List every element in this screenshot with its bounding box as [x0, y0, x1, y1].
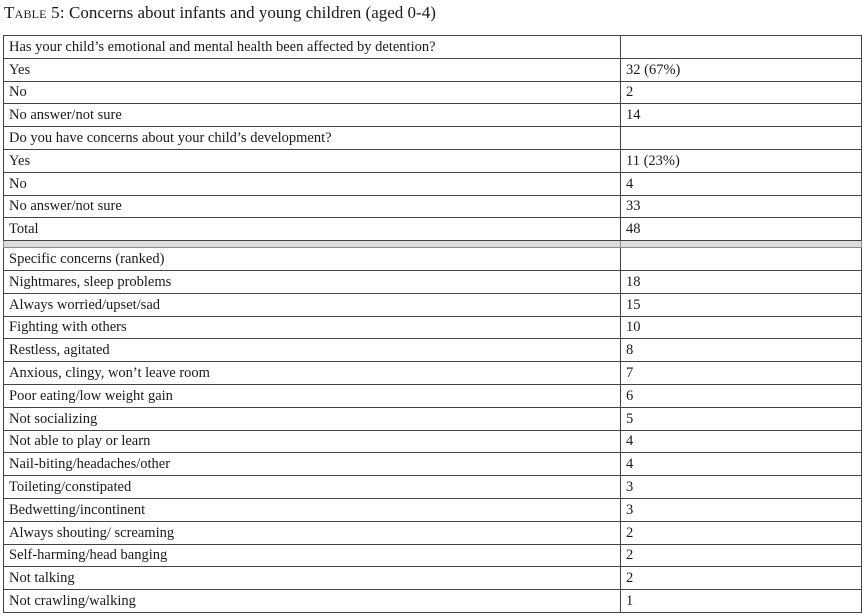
- table-row: [4, 195, 862, 218]
- row-label: No: [4, 81, 621, 104]
- table-row: [4, 430, 862, 453]
- concern-count: 15: [621, 293, 862, 316]
- empty-cell: [621, 36, 862, 59]
- concern-label: Not able to play or learn: [4, 430, 621, 453]
- concern-count: 8: [621, 339, 862, 362]
- table-row: [4, 58, 862, 81]
- table-row: [4, 407, 862, 430]
- concern-label: Self-harming/head banging: [4, 544, 621, 567]
- table-row: [4, 453, 862, 476]
- section-header-row: [4, 248, 862, 271]
- row-value: 4: [621, 172, 862, 195]
- row-label: Yes: [4, 149, 621, 172]
- table-row: [4, 544, 862, 567]
- total-label: Total: [4, 218, 621, 241]
- concern-label: Nightmares, sleep problems: [4, 270, 621, 293]
- concern-count: 2: [621, 521, 862, 544]
- concern-count: 10: [621, 316, 862, 339]
- table-row: [4, 316, 862, 339]
- concern-label: Always shouting/ screaming: [4, 521, 621, 544]
- empty-cell: [621, 248, 862, 271]
- concern-count: 6: [621, 384, 862, 407]
- concern-label: Restless, agitated: [4, 339, 621, 362]
- row-value: 14: [621, 104, 862, 127]
- row-value: 11 (23%): [621, 149, 862, 172]
- concern-label: Poor eating/low weight gain: [4, 384, 621, 407]
- table-row: [4, 590, 862, 613]
- table-row: [4, 476, 862, 499]
- concern-count: 5: [621, 407, 862, 430]
- specific-concerns-heading: Specific concerns (ranked): [4, 248, 621, 271]
- table-row: [4, 339, 862, 362]
- table-row: [4, 270, 862, 293]
- total-value: 48: [621, 218, 862, 241]
- table-row: [4, 498, 862, 521]
- question-development: Do you have concerns about your child’s development?: [4, 127, 621, 150]
- concern-label: Not crawling/walking: [4, 590, 621, 613]
- concern-count: 2: [621, 544, 862, 567]
- table-number: Table 5:: [4, 3, 65, 22]
- empty-cell: [621, 127, 862, 150]
- concern-label: Fighting with others: [4, 316, 621, 339]
- row-label: No answer/not sure: [4, 195, 621, 218]
- table-row: [4, 384, 862, 407]
- row-value: 33: [621, 195, 862, 218]
- separator-cell: [4, 241, 621, 248]
- table-row: [4, 81, 862, 104]
- concern-label: Not socializing: [4, 407, 621, 430]
- row-label: No: [4, 172, 621, 195]
- total-row: [4, 218, 862, 241]
- table-row: [4, 104, 862, 127]
- concern-count: 1: [621, 590, 862, 613]
- table-caption: [4, 3, 436, 23]
- concern-count: 3: [621, 498, 862, 521]
- question-emotional-health: Has your child’s emotional and mental health been affected by detention?: [4, 36, 621, 59]
- specific-concerns-rows: [4, 270, 862, 612]
- concern-count: 4: [621, 430, 862, 453]
- row-value: 32 (67%): [621, 58, 862, 81]
- table-row: [4, 293, 862, 316]
- section-header-row: [4, 36, 862, 59]
- table-row: [4, 149, 862, 172]
- concern-label: Anxious, clingy, won’t leave room: [4, 362, 621, 385]
- concern-count: 4: [621, 453, 862, 476]
- row-label: Yes: [4, 58, 621, 81]
- concern-label: Toileting/constipated: [4, 476, 621, 499]
- concern-count: 2: [621, 567, 862, 590]
- table-title: Concerns about infants and young children (aged 0-4): [69, 3, 436, 22]
- row-value: 2: [621, 81, 862, 104]
- separator-row: [4, 241, 862, 248]
- table-row: [4, 362, 862, 385]
- table-row: [4, 521, 862, 544]
- concern-label: Not talking: [4, 567, 621, 590]
- section-header-row: [4, 127, 862, 150]
- concern-count: 18: [621, 270, 862, 293]
- row-label: No answer/not sure: [4, 104, 621, 127]
- concern-count: 7: [621, 362, 862, 385]
- concern-label: Nail-biting/headaches/other: [4, 453, 621, 476]
- table-row: [4, 172, 862, 195]
- concern-label: Bedwetting/incontinent: [4, 498, 621, 521]
- separator-cell: [621, 241, 862, 248]
- concern-label: Always worried/upset/sad: [4, 293, 621, 316]
- concerns-table: [3, 35, 862, 613]
- table-row: [4, 567, 862, 590]
- concern-count: 3: [621, 476, 862, 499]
